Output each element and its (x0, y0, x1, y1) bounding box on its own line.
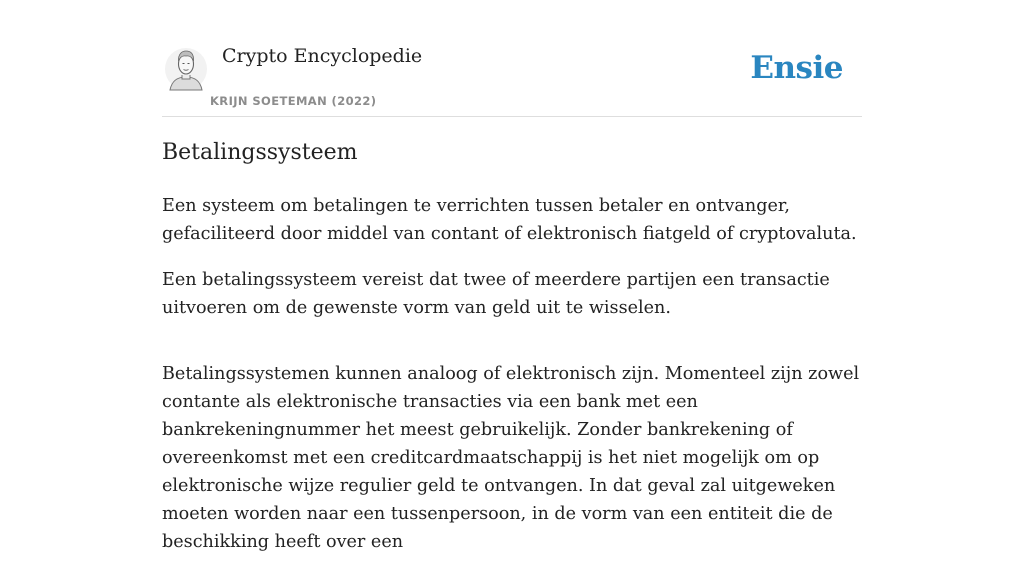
ensie-logo[interactable]: Ensie (750, 50, 843, 86)
entry-paragraph: Betalingssystemen kunnen analoog of elektronisch zijn. Momenteel zijn zowel contante als elektronische transacties via een bank met een bankrekeningnummer het meest gebruikelijk. Zonder bankrekening of overeenkomst met een creditcardmaatschappij is het niet mogelijk om op elektronische wijze regulier geld te ontvangen. In dat geval zal uitgeweken moeten worden naar een tussenpersoon, in de vorm van een entiteit die de beschikking heeft over een (162, 364, 860, 552)
entry-paragraph: Een betalingssysteem vereist dat twee of meerdere partijen een transactie uitvoeren om de gewenste vorm van geld uit te wisselen. (162, 270, 830, 318)
entry-paragraph: Een systeem om betalingen te verrichten tussen betaler en ontvanger, gefaciliteerd door middel van contant of elektronisch fiatgeld of cryptovaluta. (162, 196, 857, 244)
entry-card (162, 0, 862, 552)
author-credit[interactable]: KRIJN SOETEMAN (2022) (210, 94, 377, 108)
author-avatar-icon (164, 46, 208, 92)
entry-content (162, 192, 862, 574)
entry-title: Betalingssysteem (162, 140, 358, 165)
encyclopedia-title[interactable]: Crypto Encyclopedie (222, 45, 423, 67)
entry-header (162, 0, 862, 117)
